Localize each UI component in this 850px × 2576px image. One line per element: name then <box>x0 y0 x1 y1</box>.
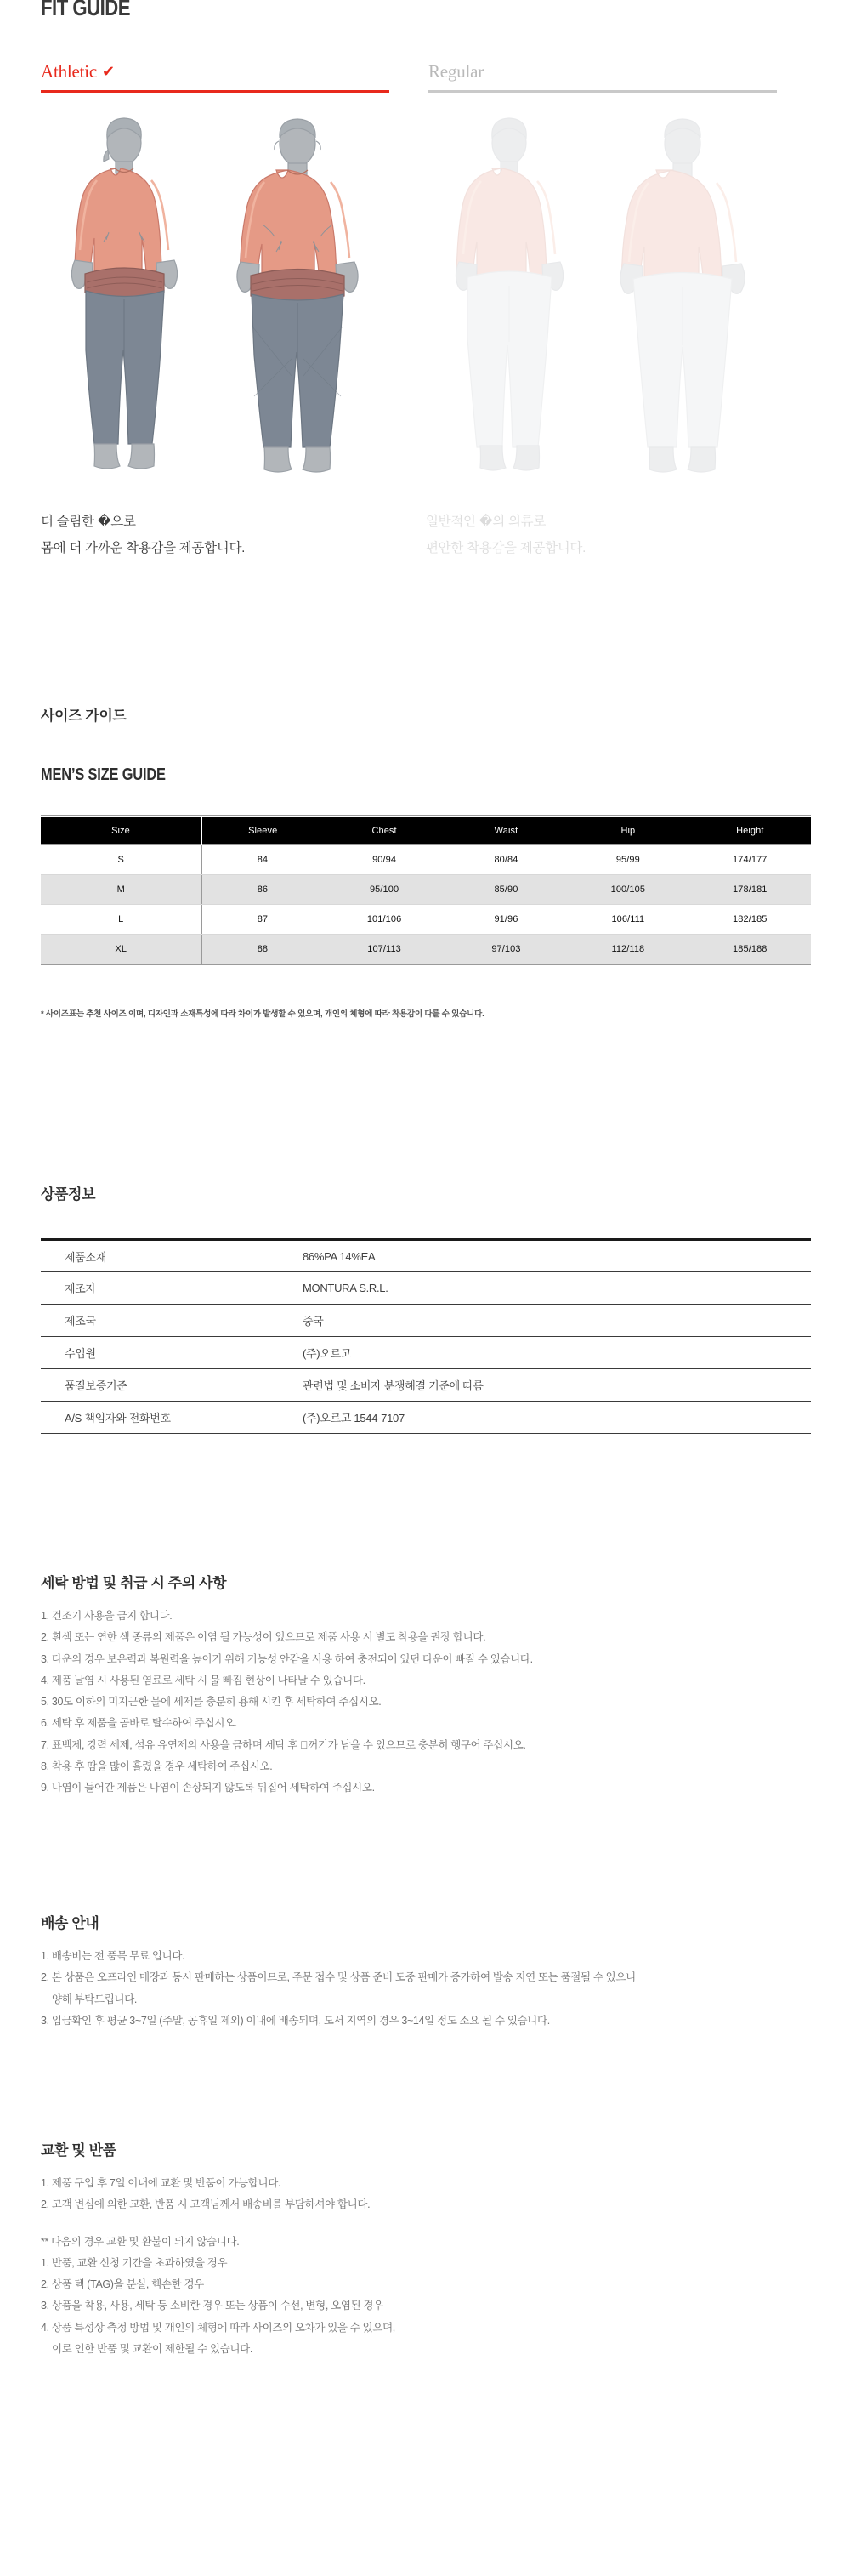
product-info-key: 제품소재 <box>41 1240 280 1272</box>
list-item: 2. 흰색 또는 연한 색 종류의 제품은 이염 될 가능성이 있으므로 제품 사용 시 별도 착용을 권장 합니다. <box>41 1631 486 1644</box>
shipping-info-list <box>41 1946 823 2032</box>
tab-athletic-label-row <box>41 61 389 90</box>
table-row <box>41 1240 811 1272</box>
list-item: 6. 세탁 후 제품을 곰바로 탈수하여 주십시오. <box>41 1717 237 1730</box>
fit-description-athletic-line1: 더 슬림한 �으로 <box>41 515 136 529</box>
list-item: 1. 건조기 사용을 금지 합니다. <box>41 1610 173 1622</box>
size-cell-height: 178/181 <box>689 875 811 905</box>
size-cell-waist: 91/96 <box>445 905 567 935</box>
product-info-value: 관련법 및 소비자 분쟁해결 기준에 따름 <box>280 1369 812 1402</box>
product-info-table <box>41 1238 811 1434</box>
size-cell-sleeve: 88 <box>201 935 323 965</box>
size-col-header-chest: Chest <box>323 817 445 845</box>
washing-instructions-list <box>41 1606 823 1799</box>
list-item-continuation: 이로 인한 반품 및 교환이 제한될 수 있습니다. <box>52 2342 253 2355</box>
list-item-continuation: 양해 부탁드립니다. <box>52 1993 138 2005</box>
size-cell-chest: 107/113 <box>323 935 445 965</box>
list-item: 3. 상품을 착용, 사용, 세탁 등 소비한 경우 또는 상품이 수선, 변형, 오염된 경우 <box>41 2300 383 2312</box>
size-cell-waist: 80/84 <box>445 845 567 875</box>
table-row <box>41 905 811 935</box>
tab-athletic-label: Athletic <box>41 61 98 82</box>
size-col-header-size: Size <box>41 817 201 845</box>
size-cell-sleeve: 84 <box>201 845 323 875</box>
product-info-table-body <box>41 1240 811 1434</box>
size-col-header-hip: Hip <box>567 817 688 845</box>
size-cell-height: 185/188 <box>689 935 811 965</box>
list-item: 3. 입금확인 후 평균 3~7일 (주말, 공휴일 제외) 이내에 배송되며, 도서 지역의 경우 3~14일 정도 소요 될 수 있습니다. <box>41 2014 550 2027</box>
size-cell-height: 174/177 <box>689 845 811 875</box>
list-item: 2. 고객 변심에 의한 교환, 반품 시 고객님께서 배송비를 부담하셔야 합니다. <box>41 2198 371 2211</box>
size-cell-hip: 112/118 <box>567 935 688 965</box>
fit-description-regular-line2: 편안한 착용감을 제공합니다. <box>426 541 586 555</box>
list-item: 4. 상품 특성상 측정 방법 및 개인의 체형에 따라 사이즈의 오차가 있을 수 있으며, <box>41 2321 395 2334</box>
size-guide-en-title: MEN’S SIZE GUIDE <box>41 765 166 784</box>
product-info-key: 품질보증기준 <box>41 1369 280 1402</box>
table-row <box>41 1337 811 1369</box>
size-cell-sleeve: 87 <box>201 905 323 935</box>
shipping-info-title: 배송 안내 <box>41 1915 99 1931</box>
size-cell-chest: 101/106 <box>323 905 445 935</box>
tab-regular-label-row <box>428 61 777 90</box>
returns-title: 교환 및 반품 <box>41 2142 116 2158</box>
size-table <box>41 817 811 965</box>
regular-female-figure-illustration <box>439 116 580 481</box>
figure-group-athletic <box>41 116 387 481</box>
athletic-male-figure-illustration <box>222 116 373 481</box>
product-info-key: 제조자 <box>41 1272 280 1305</box>
table-row <box>41 1272 811 1305</box>
product-info-key: A/S 책임자와 전화번호 <box>41 1402 280 1434</box>
table-row <box>41 1305 811 1337</box>
size-table-head <box>41 817 811 845</box>
product-info-key: 수입원 <box>41 1337 280 1369</box>
size-cell-size: S <box>41 845 201 875</box>
list-item: 1. 제품 구입 후 7일 이내에 교환 및 반품이 가능합니다. <box>41 2177 281 2189</box>
list-item: 3. 다운의 경우 보온력과 복원력을 높이기 위해 기능성 안감을 사용 하여 충전되어 있던 다운이 빠질 수 있습니다. <box>41 1652 533 1665</box>
fit-description-regular <box>426 509 772 561</box>
table-row <box>41 935 811 965</box>
size-table-note: * 사이즈표는 추천 사이즈 이며, 디자인과 소재특성에 따라 차이가 발생할 수 있으며, 개인의 체형에 따라 착용감이 다를 수 있습니다. <box>41 1009 484 1019</box>
size-cell-hip: 95/99 <box>567 845 688 875</box>
product-info-value: MONTURA S.R.L. <box>280 1272 812 1305</box>
tab-athletic-underline <box>41 90 389 93</box>
size-cell-waist: 85/90 <box>445 875 567 905</box>
list-item: 1. 반품, 교환 신청 기간을 초과하였을 경우 <box>41 2256 228 2269</box>
size-cell-hip: 106/111 <box>567 905 688 935</box>
size-table-top-rule <box>41 815 811 816</box>
fit-description-athletic <box>41 509 387 561</box>
returns-list <box>41 2173 823 2360</box>
size-cell-height: 182/185 <box>689 905 811 935</box>
list-item: 2. 본 상품은 오프라인 매장과 동시 판매하는 상품이므로, 주문 접수 및 상품 준비 도중 판매가 증가하여 발송 지연 또는 품절될 수 있으니 <box>41 1971 636 1984</box>
size-cell-size: XL <box>41 935 201 965</box>
product-info-table-container <box>41 1238 811 1434</box>
table-row <box>41 875 811 905</box>
fit-description-regular-line1: 일반적인 �의 의류로 <box>426 515 546 529</box>
product-info-value: (주)오르고 <box>280 1337 812 1369</box>
athletic-female-figure-illustration <box>54 116 195 481</box>
returns-spacer <box>41 2216 823 2232</box>
size-col-header-waist: Waist <box>445 817 567 845</box>
table-row <box>41 1402 811 1434</box>
figure-group-regular <box>426 116 772 481</box>
tab-regular-label: Regular <box>428 61 484 82</box>
table-row <box>41 845 811 875</box>
list-item: 4. 제품 날염 시 사용된 염료로 세탁 시 물 빠짐 현상이 나타날 수 있습니다. <box>41 1674 366 1686</box>
size-table-header-row <box>41 817 811 845</box>
size-table-body <box>41 845 811 965</box>
size-cell-waist: 97/103 <box>445 935 567 965</box>
size-col-header-height: Height <box>689 817 811 845</box>
size-cell-size: M <box>41 875 201 905</box>
product-info-title: 상품정보 <box>41 1186 96 1203</box>
product-info-value: 86%PA 14%EA <box>280 1240 812 1272</box>
product-info-key: 제조국 <box>41 1305 280 1337</box>
product-info-value: 중국 <box>280 1305 812 1337</box>
size-guide-kr-title: 사이즈 가이드 <box>41 708 127 724</box>
washing-instructions-title: 세탁 방법 및 취급 시 주의 사항 <box>41 1575 227 1591</box>
tab-regular-underline <box>428 90 777 93</box>
size-cell-chest: 90/94 <box>323 845 445 875</box>
size-table-container <box>41 815 811 965</box>
fit-tab-list <box>41 61 811 93</box>
size-cell-chest: 95/100 <box>323 875 445 905</box>
list-item: 9. 나염이 들어간 제품은 나염이 손상되지 않도록 뒤집어 세탁하여 주십시오. <box>41 1782 375 1794</box>
fit-figure-row <box>41 116 811 481</box>
fit-guide-title: FIT GUIDE <box>41 0 131 20</box>
size-cell-sleeve: 86 <box>201 875 323 905</box>
size-cell-hip: 100/105 <box>567 875 688 905</box>
tab-athletic[interactable] <box>41 61 389 93</box>
table-row <box>41 1369 811 1402</box>
size-cell-size: L <box>41 905 201 935</box>
tab-regular[interactable] <box>428 61 777 93</box>
product-info-value: (주)오르고 1544-7107 <box>280 1402 812 1434</box>
list-item: 2. 상품 텍 (TAG)을 분실, 헥손한 경우 <box>41 2278 204 2290</box>
list-item: 8. 착용 후 땀을 많이 흘렸을 경우 세탁하여 주십시오. <box>41 1760 273 1772</box>
fit-description-athletic-line2: 몸에 더 가까운 착용감을 제공합니다. <box>41 541 246 555</box>
check-icon: ✔ <box>102 62 115 81</box>
size-col-header-sleeve: Sleeve <box>201 817 323 845</box>
list-item: 1. 배송비는 전 품목 무료 입니다. <box>41 1950 185 1962</box>
list-item: 7. 표백제, 강력 세제, 섬유 유연제의 사용을 금하며 세탁 후 꺼기가 남을 수 있으므로 충분히 헹구어 주십시오. <box>41 1738 518 1751</box>
returns-subheading: ** 다음의 경우 교환 및 환불이 되지 않습니다. <box>41 2235 240 2248</box>
fit-description-row <box>41 509 811 561</box>
regular-male-figure-illustration <box>607 116 758 481</box>
list-item: 5. 30도 이하의 미지근한 물에 세제를 충분히 용해 시킨 후 세탁하여 주십시오. <box>41 1696 382 1708</box>
